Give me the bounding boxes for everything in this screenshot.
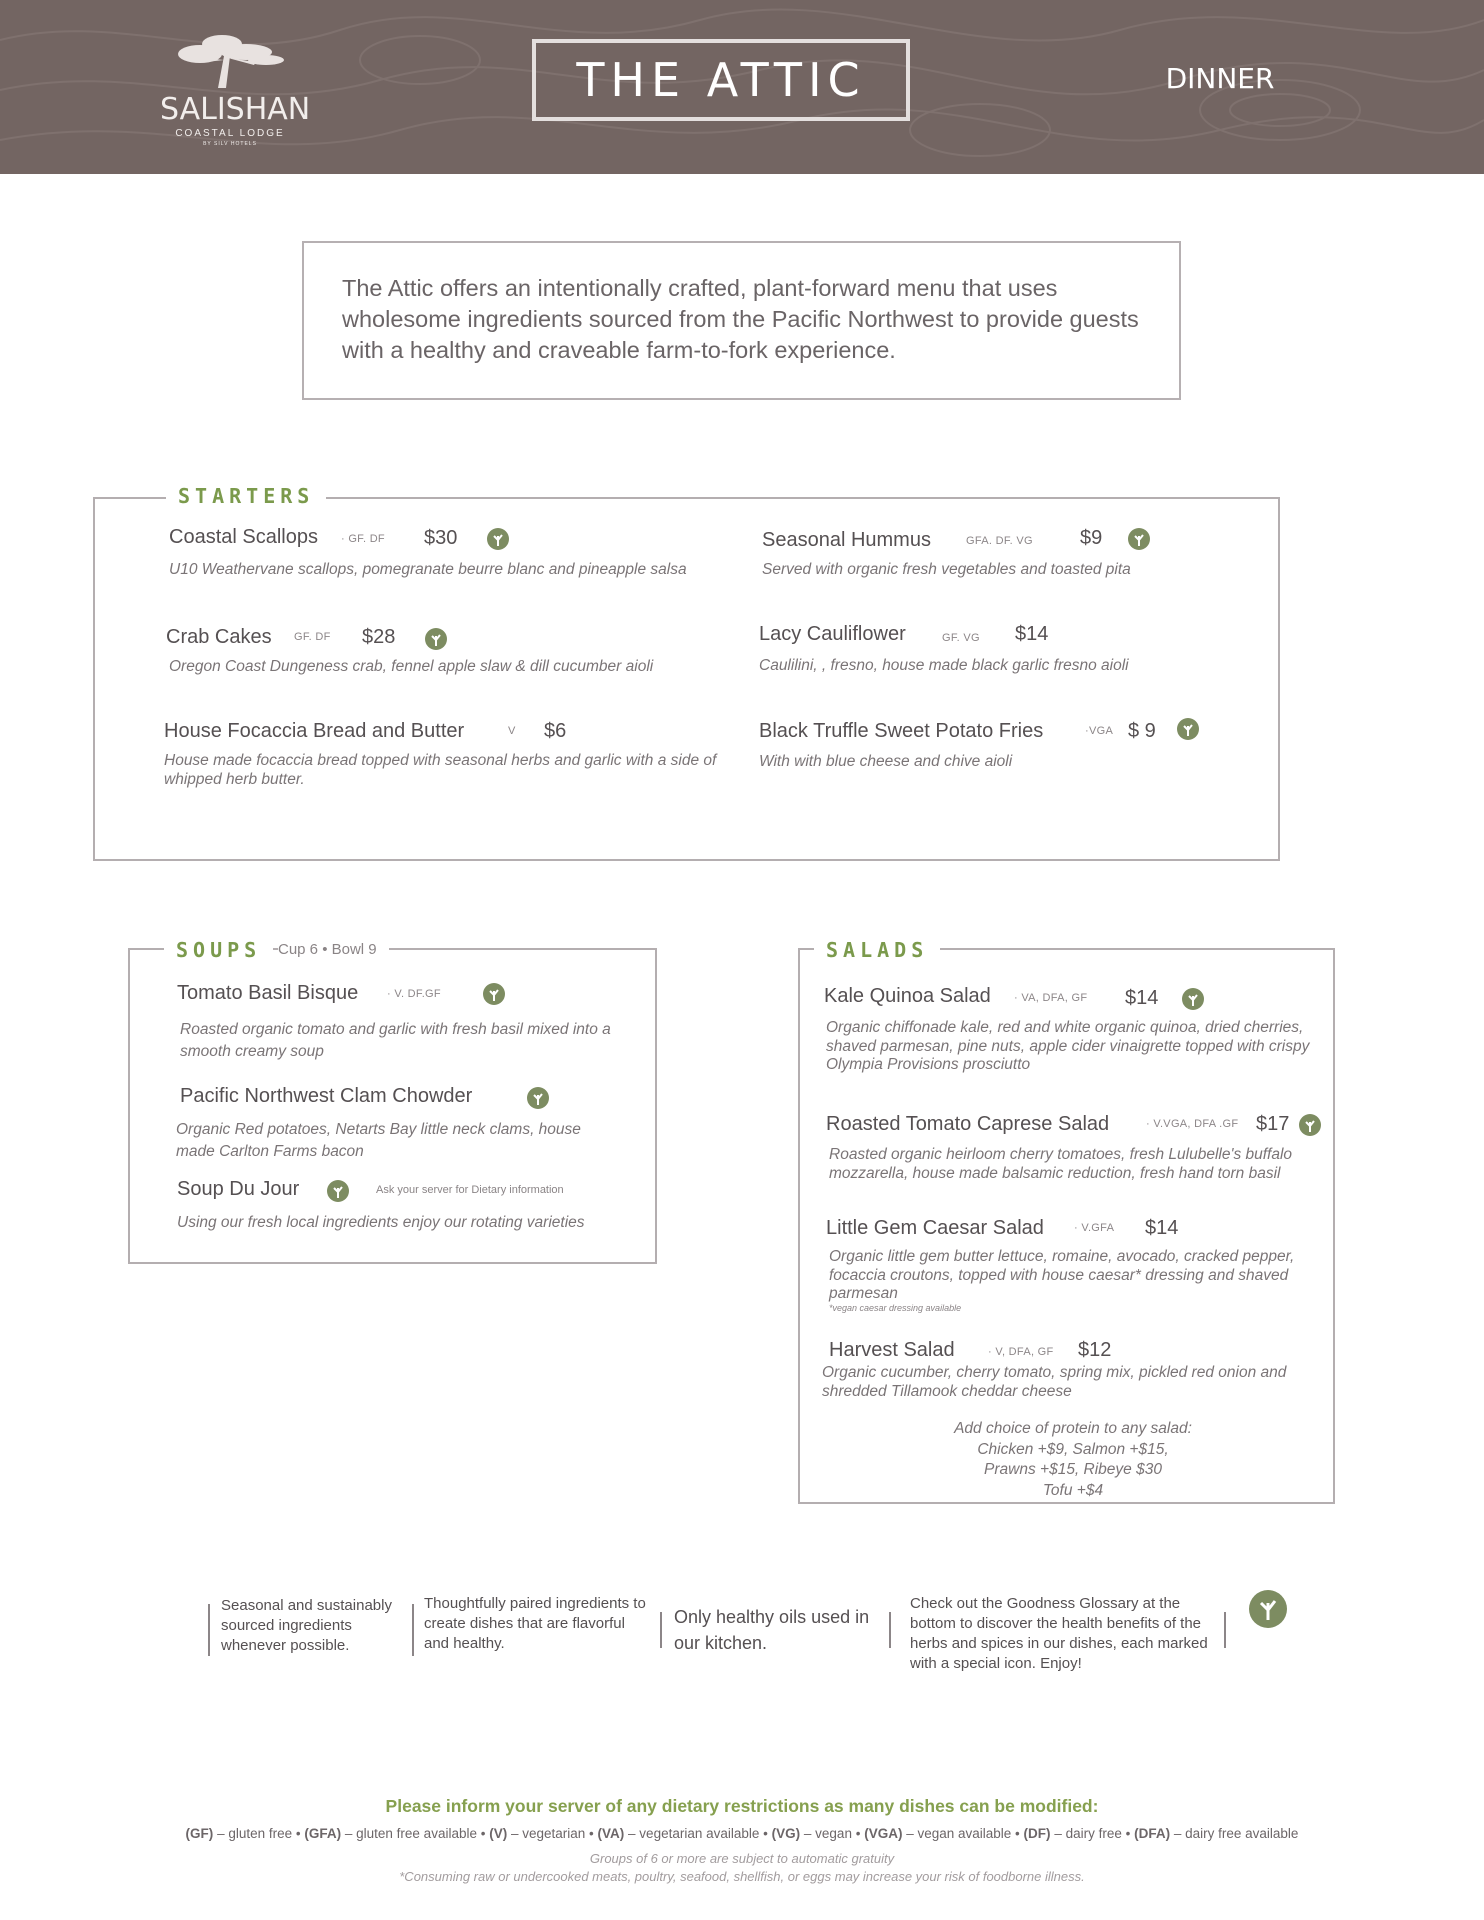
menu-item-description: Oregon Coast Dungeness crab, fennel apple slaw & dill cucumber aioli	[169, 658, 654, 675]
menu-item-name: Little Gem Caesar Salad	[826, 1217, 1044, 1239]
dietary-tags: · GF. DF	[341, 533, 385, 545]
header-banner	[0, 0, 1484, 174]
gratuity-note: Groups of 6 or more are subject to automatic gratuity	[589, 1851, 895, 1866]
menu-item-price: $14	[1015, 623, 1049, 645]
logo-tagline: BY SILV HOTELS	[203, 141, 257, 147]
dietary-tags: · V.GFA	[1074, 1222, 1115, 1234]
dietary-legend	[0, 1826, 1484, 1841]
dietary-tags: ·VGA	[1085, 725, 1114, 737]
menu-item-description: Roasted organic heirloom cherry tomatoes, fresh Lulubelle's buffalo mozzarella, house made balsamic reduction, fresh hand torn basil	[829, 1146, 1293, 1182]
logo-subtitle: COASTAL LODGE	[175, 128, 285, 139]
legend-code: (VA)	[597, 1826, 625, 1841]
soup-dietary-note: Ask your server for Dietary information	[376, 1184, 564, 1196]
legend-label: – vegan available •	[906, 1826, 1020, 1841]
legend-code: (VGA)	[864, 1826, 903, 1841]
cypress-tree-icon	[160, 30, 300, 90]
divider	[208, 1604, 210, 1656]
legend-label: – dairy free •	[1054, 1826, 1131, 1841]
protein-line: Prawns +$15, Ribeye $30	[984, 1461, 1162, 1478]
menu-item-name: Seasonal Hummus	[762, 529, 931, 551]
herb-icon	[1177, 718, 1199, 740]
menu-item-price: $ 9	[1128, 720, 1156, 742]
vegan-caesar-note: *vegan caesar dressing available	[829, 1303, 962, 1313]
herb-icon	[327, 1180, 349, 1202]
dietary-tags: · VA, DFA, GF	[1014, 992, 1088, 1004]
menu-item-price: $12	[1078, 1339, 1112, 1361]
menu-item-name: Kale Quinoa Salad	[824, 985, 991, 1007]
intro-text: The Attic offers an intentionally crafted, plant-forward menu that uses wholesome ingredients sourced from the Pacific Northwest to provide guests with a healthy and craveable farm-to-fork experience.	[302, 241, 1181, 400]
menu-item-description: U10 Weathervane scallops, pomegranate beurre blanc and pineapple salsa	[169, 561, 687, 578]
protein-line: Tofu +$4	[1042, 1481, 1104, 1499]
dietary-tags: GF. VG	[942, 632, 980, 644]
feature-paired: Thoughtfully paired ingredients to create dishes that are flavorful and healthy.	[424, 1595, 646, 1652]
protein-line: Add choice of protein to any salad:	[954, 1420, 1192, 1437]
page-title: THE ATTIC	[576, 53, 866, 107]
menu-item-price: $30	[424, 527, 458, 549]
legend-code: (V)	[489, 1826, 508, 1841]
logo-wordmark: SALISHAN	[160, 92, 311, 127]
menu-item-description: House made focaccia bread topped with seasonal herbs and garlic with a side of whipped herb butter.	[164, 752, 717, 788]
divider	[660, 1612, 662, 1648]
starters-section	[93, 497, 1280, 861]
menu-item-price: $14	[1125, 987, 1159, 1009]
meal-label: DINNER	[1165, 62, 1275, 95]
legend-code: (GF)	[185, 1826, 214, 1841]
dietary-tags: · V, DFA, GF	[988, 1346, 1054, 1358]
protein-line: Chicken +$9, Salmon +$15,	[977, 1440, 1169, 1458]
feature-sustainable: Seasonal and sustainably sourced ingredients whenever possible.	[221, 1597, 392, 1654]
menu-item-description: Organic cucumber, cherry tomato, spring mix, pickled red onion and shredded Tillamook cheddar cheese	[822, 1364, 1287, 1400]
dietary-tags: GF. DF	[294, 631, 331, 643]
salads-title: SALADS	[814, 938, 940, 962]
menu-item-price: $28	[362, 626, 396, 648]
menu-item-description: Roasted organic tomato and garlic with fresh basil mixed into a smooth creamy soup	[180, 1021, 611, 1060]
foodborne-warning: *Consuming raw or undercooked meats, poultry, seafood, shellfish, or eggs may increase your risk of foodborne illness.	[399, 1869, 1085, 1884]
menu-item-price: $6	[544, 720, 567, 742]
menu-item-price: $14	[1145, 1217, 1179, 1239]
dietary-tags: GFA. DF. VG	[966, 535, 1033, 547]
menu-item-name: Roasted Tomato Caprese Salad	[826, 1113, 1110, 1135]
legend-label: – dairy free available	[1173, 1826, 1299, 1841]
dietary-heading: Please inform your server of any dietary restrictions as many dishes can be modified:	[385, 1796, 1099, 1816]
legend-label: – gluten free available •	[344, 1826, 486, 1841]
menu-item-price: $17	[1256, 1113, 1290, 1135]
herb-icon	[1128, 528, 1150, 550]
legend-label: – vegan •	[803, 1826, 861, 1841]
soups-subtitle: Cup 6 • Bowl 9	[278, 938, 389, 962]
menu-item-description: With with blue cheese and chive aioli	[759, 753, 1013, 770]
menu-item-name: Lacy Cauliflower	[759, 623, 906, 645]
herb-icon	[527, 1087, 549, 1109]
starters-title: STARTERS	[166, 484, 326, 508]
legend-code: (VG)	[771, 1826, 801, 1841]
dietary-tags: · V.VGA, DFA .GF	[1146, 1118, 1239, 1130]
menu-item-description: Using our fresh local ingredients enjoy our rotating varieties	[177, 1214, 585, 1231]
legend-code: (DF)	[1023, 1826, 1051, 1841]
divider	[889, 1612, 891, 1648]
menu-item-price: $9	[1080, 527, 1103, 549]
menu-item-name: Crab Cakes	[166, 626, 272, 648]
menu-item-name: Soup Du Jour	[177, 1178, 300, 1200]
menu-item-name: House Focaccia Bread and Butter	[164, 720, 465, 742]
herb-icon	[1182, 988, 1204, 1010]
salishan-logo	[160, 30, 311, 150]
divider	[412, 1604, 414, 1656]
dietary-tags: · V. DF.GF	[387, 988, 441, 1000]
menu-item-name: Pacific Northwest Clam Chowder	[180, 1085, 473, 1107]
menu-item-name: Coastal Scallops	[169, 526, 318, 548]
legend-code: (DFA)	[1134, 1826, 1171, 1841]
menu-item-name: Tomato Basil Bisque	[177, 982, 359, 1004]
herb-icon	[483, 983, 505, 1005]
legend-label: – gluten free •	[217, 1826, 301, 1841]
menu-item-description: Caulilini, , fresno, house made black garlic fresno aioli	[759, 657, 1129, 674]
herb-icon	[425, 628, 447, 650]
menu-item-description: Organic Red potatoes, Netarts Bay little neck clams, house made Carlton Farms bacon	[176, 1121, 581, 1160]
menu-item-name: Harvest Salad	[829, 1339, 955, 1361]
legend-label: – vegetarian •	[510, 1826, 594, 1841]
herb-icon	[1299, 1114, 1321, 1136]
herb-icon	[1249, 1590, 1287, 1628]
page-title-box	[532, 39, 910, 121]
herb-icon	[487, 528, 509, 550]
menu-item-name: Black Truffle Sweet Potato Fries	[759, 720, 1044, 742]
divider	[1224, 1612, 1226, 1648]
feature-glossary: Check out the Goodness Glossary at the bottom to discover the health benefits of the herbs and spices in our dishes, each marked with a special icon. Enjoy!	[910, 1595, 1208, 1672]
menu-item-description: Organic chiffonade kale, red and white organic quinoa, dried cherries, shaved parmesan, pine nuts, apple cider vinaigrette topped with crispy Olympia Provisions prosciutto	[826, 1019, 1310, 1073]
soups-title: SOUPS	[164, 938, 273, 962]
menu-item-description: Organic little gem butter lettuce, romaine, avocado, cracked pepper, focaccia croutons, topped with house caesar* dressing and shaved parmesan	[829, 1248, 1295, 1302]
feature-oils: Only healthy oils used in our kitchen.	[674, 1607, 870, 1653]
legend-code: (GFA)	[304, 1826, 342, 1841]
dietary-tags: V	[508, 725, 516, 737]
legend-label: – vegetarian available •	[628, 1826, 768, 1841]
menu-item-description: Served with organic fresh vegetables and toasted pita	[762, 561, 1131, 578]
